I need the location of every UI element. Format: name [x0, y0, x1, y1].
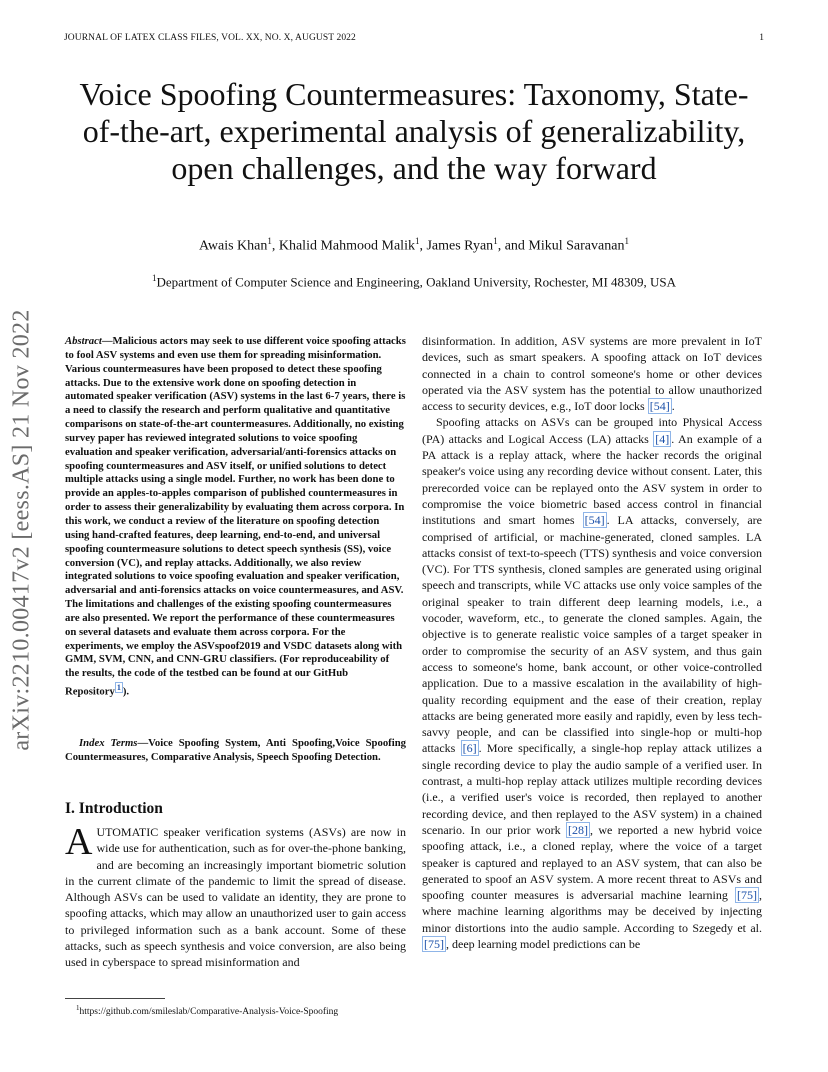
running-header: JOURNAL OF LATEX CLASS FILES, VOL. XX, NO. X, AUGUST 2022	[64, 33, 356, 43]
author-name: Mikul Saravanan	[528, 238, 625, 254]
index-terms-lead: Index Terms	[79, 737, 138, 749]
index-terms-text: —Voice Spoofing System, Anti Spoofing,Voice Spoofing Countermeasures, Comparative Analysis, Speech Spoofing Detection.	[65, 737, 406, 763]
text-run: , where machine learning algorithms may be deceived by injecting minor distortions into the audio sample. According to Szegedy et al.	[422, 888, 762, 935]
affiliation-text: Department of Computer Science and Engineering, Oakland University, Rochester, MI 48309, USA	[156, 274, 677, 290]
paper-title: Voice Spoofing Countermeasures: Taxonomy, State-of-the-art, experimental analysis of generalizability, open challenges, and the way forward	[79, 76, 749, 186]
text-run: disinformation. In addition, ASV systems are more prevalent in IoT devices, such as smart speakers. A spoofing attack on IoT devices connected in a chain to control someone's home or other devices operated via the ASV system has the potential to allow unauthorized access to security devices, e.g., IoT door locks	[422, 334, 762, 414]
author-separator: ,	[271, 238, 279, 254]
paragraph	[422, 414, 762, 952]
abstract-lead: Abstract	[65, 335, 102, 347]
author-affil-mark: 1	[493, 236, 498, 246]
right-column	[422, 333, 762, 952]
author-name: James Ryan	[426, 238, 494, 254]
citation-link[interactable]: [54]	[649, 399, 670, 414]
citation-link[interactable]: [4]	[655, 431, 670, 446]
arxiv-stamp	[0, 290, 44, 770]
section-heading: I. Introduction	[65, 800, 163, 817]
intro-text: UTOMATIC speaker verification systems (ASVs) are now in wide use for authentication, such as for over-the-phone banking, and are becoming an increasingly important biometric solution in the current climate of the pandemic to limit the spread of disease. Although ASVs can be used to validate an identity, they are prone to spoofing attacks, which may allow an unauthorized user to gain access to privileged information such as a bank account. Some of these attacks, such as speech synthesis and voice conversion, are also being used in cyberspace to spread misinformation and	[65, 825, 406, 970]
footnote-mark: 1	[76, 1004, 80, 1012]
citation-link[interactable]: [6]	[462, 741, 477, 756]
abstract-tail: ).	[122, 685, 130, 698]
citation-link[interactable]: [54]	[584, 513, 605, 528]
page-number: 1	[759, 33, 764, 43]
author-affil-mark: 1	[267, 236, 272, 246]
citation-link[interactable]: [28]	[567, 822, 588, 837]
author-name: Khalid Mahmood Malik	[278, 238, 415, 254]
abstract-text: —Malicious actors may seek to use different voice spoofing attacks to fool ASV systems and even use them for spreading misinformation. Various countermeasures have been proposed to detect these spoofing attacks. Due to the extensive work done on spoofing detection in automated speaker verification (ASV) systems in the last 6-7 years, there is a need to classify the research and perform qualitative and quantitative comparisons on state-of-the-art countermeasures. Additionally, no existing survey paper has reviewed integrated solutions to voice spoofing evaluation and speaker verification, adversarial/anti-forensics attacks on spoofing countermeasures and ASV itself, or unified solutions to detect multiple attacks using a single model. Further, no work has been done to provide an apples-to-apples comparison of published countermeasures in order to assess their generalizability by evaluating them across corpora. In this work, we conduct a review of the literature on spoofing detection using hand-crafted features, deep learning, end-to-end, and universal spoofing countermeasure solutions to detect speech synthesis (SS), voice conversion (VC), and replay attacks. Additionally, we also review integrated solutions to voice spoofing evaluation and speaker verification, adversarial and anti-forensics attacks on voice countermeasures, and ASV. The limitations and challenges of the existing spoofing countermeasures are also presented. We report the performance of these countermeasures on several datasets and evaluate them across corpora. For the experiments, we employ the ASVspoof2019 and VSDC datasets along with GMM, SVM, CNN, and CNN-GRU classifiers. (For reproduceability of the results, the code of the testbed can be found at our GitHub Repository	[65, 335, 406, 698]
index-terms	[65, 737, 406, 765]
footnote-url[interactable]: https://github.com/smileslab/Comparative-Analysis-Voice-Spoofing	[79, 1007, 339, 1018]
footnote	[76, 1004, 338, 1017]
author-name: Awais Khan	[199, 238, 268, 254]
author-separator: ,	[419, 238, 427, 254]
text-run: , deep learning model predictions can be	[446, 936, 641, 951]
paragraph	[422, 333, 762, 414]
text-run: . More specifically, a single-hop replay attack utilizes a single recording device to play the audio sample of a verified user. In contrast, a multi-hop replay attack utilizes multiple recording devices (i.e., a verified user's voice is recorded, then replayed to another recording device, and then replayed to the ASV system) in a chained scenario. In our prior work	[422, 741, 762, 837]
citation-link[interactable]: [75]	[737, 888, 757, 903]
author-separator: , and	[497, 238, 529, 254]
text-run: , we reported a new hybrid voice spoofing attack, i.e., a cloned replay, where the voice of a target speaker is captured and replayed to an ASV system, that can also be generated to spoof an ASV system. A more recent threat to ASVs and spoofing counter measures is adversarial machine learning	[422, 822, 763, 903]
drop-cap: A	[65, 821, 93, 863]
text-run: Spoofing attacks on ASVs can be grouped into Physical Access (PA) attacks and Logical Access (LA) attacks	[422, 415, 762, 446]
abstract	[65, 335, 406, 700]
arxiv-stamp-text: arXiv:2210.00417v2 [eess.AS] 21 Nov 2022	[8, 309, 35, 751]
text-run: . An example of a PA attack is a replay attack, where the hacker records the original speaker's voice using any recording device without consent. Later, this prerecorded voice can be replayed onto the ASV system in order to compromise the voice biometric based access control in financial institutions and smart homes	[422, 431, 762, 528]
citation-link[interactable]: [75]	[424, 936, 444, 951]
author-affil-mark: 1	[414, 236, 420, 246]
affiliation	[70, 273, 758, 290]
author-affil-mark: 1	[624, 236, 629, 246]
author-list	[70, 236, 758, 255]
footnote-ref-link[interactable]: 1	[116, 683, 121, 693]
text-run: . LA attacks, conversely, are comprised of artificial, or machine-generated, cloned samples. LA attacks consist of text-to-speech (TTS) synthesis and voice conversion (VC). For TTS synthesis, cloned samples are generated using original speech and transcripts, while VC attacks use only voice samples of the original speaker to train different deep learning models, i.e., a vocoder, waveform, etc., to generate the cloned samples. Again, the objective is to generate realistic voice samples of a target speaker in order to compromise the security of an ASV system, and thus gain access to someone's home, bank account, or other voice-controlled application. Due to a massive escalation in the availability of high-quality recording equipment and the ease of their creation, replay attacks are being generated more easily and rapidly, even by less tech-savvy people, and can be classified into single-hop or multi-hop attacks	[422, 513, 762, 756]
text-run: .	[671, 399, 675, 414]
footnote-rule	[65, 998, 165, 999]
intro-paragraph	[65, 821, 406, 971]
affiliation-mark: 1	[151, 273, 157, 283]
